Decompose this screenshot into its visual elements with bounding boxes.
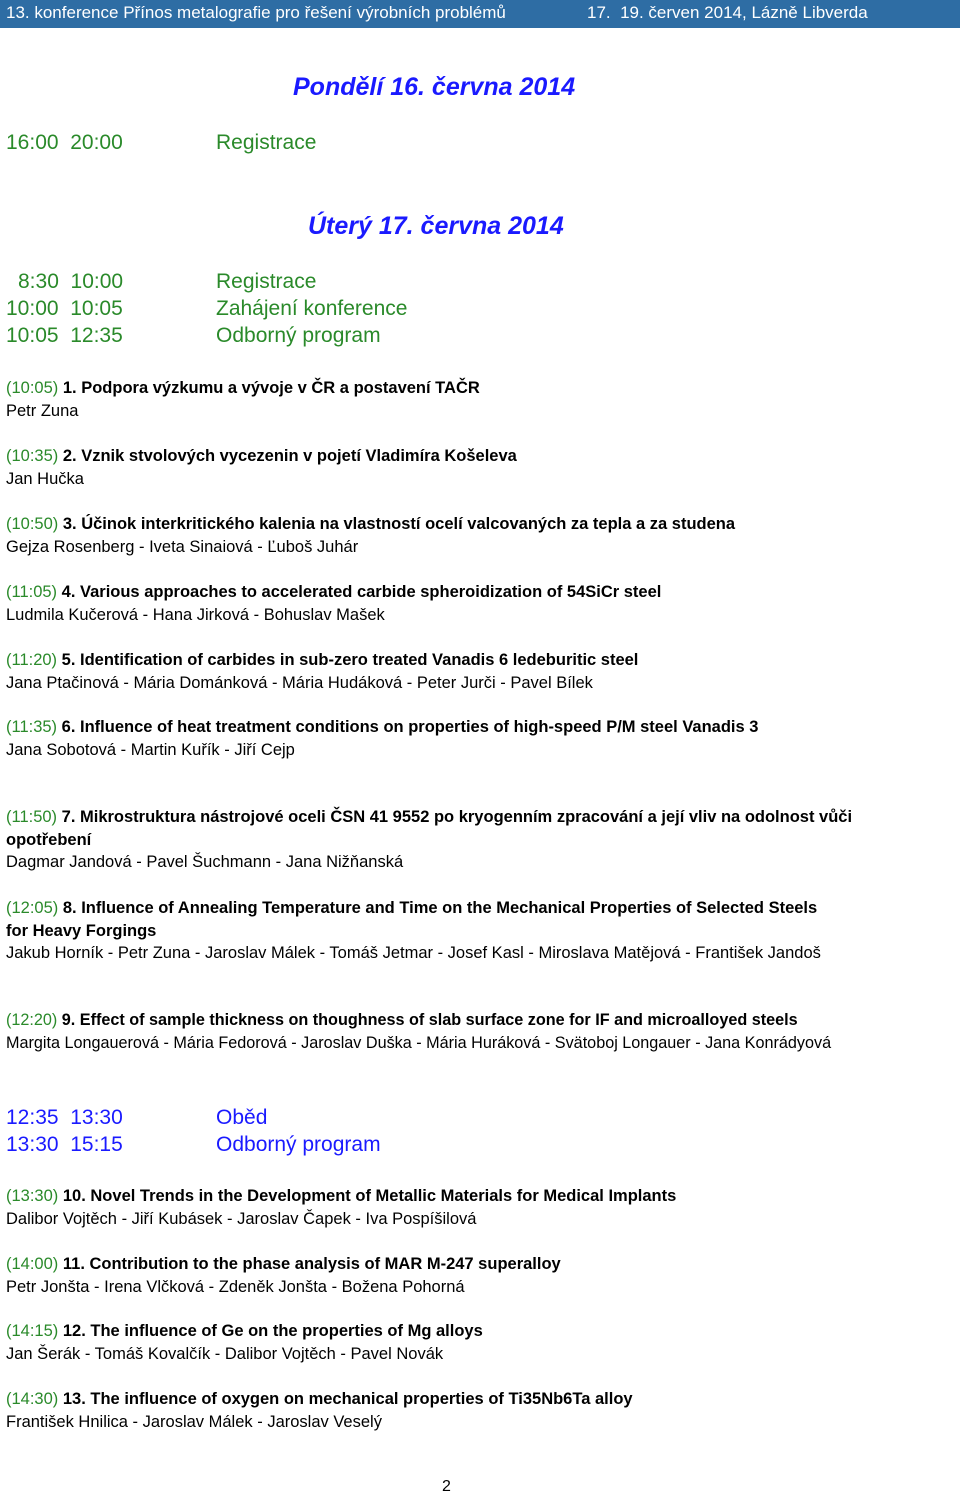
day-heading-tuesday: Úterý 17. června 2014 xyxy=(308,212,564,240)
talk-authors: Petr Zuna xyxy=(6,401,79,420)
talk-time: (14:00) xyxy=(6,1255,59,1273)
schedule-time: 16:00 20:00 xyxy=(6,131,123,154)
talk-authors: Jakub Horník - Petr Zuna - Jaroslav Málek - Tomáš Jetmar - Josef Kasl - Miroslava Matějová - František Jandoš xyxy=(6,944,821,962)
schedule-time: 10:00 10:05 xyxy=(6,297,123,320)
talk-time: (10:05) xyxy=(6,379,59,397)
schedule-row xyxy=(6,1131,946,1158)
talk-authors: Margita Longauerová - Mária Fedorová - Jaroslav Duška - Mária Huráková - Svätoboj Longauer - Jana Konrádyová xyxy=(6,1033,832,1052)
talk-item xyxy=(6,649,956,694)
schedule-time: 13:30 15:15 xyxy=(6,1133,123,1156)
schedule-row xyxy=(6,1104,946,1131)
schedule-row xyxy=(6,322,946,349)
talk-title: 11. Contribution to the phase analysis of MAR M-247 superalloy xyxy=(62,1255,561,1273)
talk-title: 4. Various approaches to accelerated carbide spheroidization of 54SiCr steel xyxy=(61,583,662,601)
day-heading-monday: Pondělí 16. června 2014 xyxy=(293,73,576,101)
talk-title: 3. Účinok interkritického kalenia na vlastností ocelí valcovaných za tepla a za studena xyxy=(62,515,736,533)
talk-authors: Petr Jonšta - Irena Vlčková - Zdeněk Jonšta - Božena Pohorná xyxy=(6,1277,465,1296)
schedule-activity: Oběd xyxy=(216,1106,268,1129)
talk-item xyxy=(6,716,806,761)
talk-time: (11:35) xyxy=(6,718,58,736)
schedule-activity: Registrace xyxy=(216,131,317,154)
talk-authors: Dalibor Vojtěch - Jiří Kubásek - Jaroslav Čapek - Iva Pospíšilová xyxy=(6,1209,477,1228)
talk-title: 5. Identification of carbides in sub-zero treated Vanadis 6 ledeburitic steel xyxy=(61,651,639,669)
talk-item xyxy=(6,1388,956,1433)
schedule-activity: Odborný program xyxy=(216,324,381,347)
talk-item xyxy=(6,897,836,965)
schedule-row xyxy=(6,268,946,295)
talk-authors: Ludmila Kučerová - Hana Jirková - Bohuslav Mašek xyxy=(6,605,385,624)
talk-time: (11:05) xyxy=(6,583,58,601)
talk-time: (13:30) xyxy=(6,1187,59,1205)
talk-title: 8. Influence of Annealing Temperature and Time on the Mechanical Properties of Selected Steels for Heavy Forgings xyxy=(6,899,818,940)
schedule-tuesday xyxy=(6,268,946,349)
schedule-time: 8:30 10:00 xyxy=(18,270,124,293)
conference-title: 13. konference Přínos metalografie pro řešení výrobních problémů xyxy=(6,3,506,22)
talk-authors: Jan Hučka xyxy=(6,469,84,488)
page-number: 2 xyxy=(442,1478,451,1495)
schedule-row xyxy=(6,129,946,156)
talk-item xyxy=(6,1320,956,1365)
talk-time: (11:50) xyxy=(6,808,58,826)
talk-item xyxy=(6,445,956,490)
schedule-activity: Registrace xyxy=(216,270,317,293)
talk-title: 2. Vznik stvolových vycezenin v pojetí Vladimíra Košeleva xyxy=(62,447,517,465)
talk-time: (12:20) xyxy=(6,1011,58,1029)
talk-authors: Dagmar Jandová - Pavel Šuchmann - Jana Nižňanská xyxy=(6,853,404,871)
talk-title: 10. Novel Trends in the Development of Metallic Materials for Medical Implants xyxy=(62,1187,677,1205)
schedule-activity: Odborný program xyxy=(216,1133,381,1156)
schedule-midday xyxy=(6,1104,946,1158)
schedule-activity: Zahájení konference xyxy=(216,297,408,320)
talk-authors: František Hnilica - Jaroslav Málek - Jaroslav Veselý xyxy=(6,1412,382,1431)
talk-time: (11:20) xyxy=(6,651,58,669)
talk-title: 1. Podpora výzkumu a vývoje v ČR a postavení TAČR xyxy=(62,379,480,397)
talk-title: 6. Influence of heat treatment conditions on properties of high-speed P/M steel Vanadis 3 xyxy=(61,718,759,736)
schedule-time: 10:05 12:35 xyxy=(6,324,123,347)
talk-authors: Jan Šerák - Tomáš Kovalčík - Dalibor Vojtěch - Pavel Novák xyxy=(6,1344,444,1363)
talk-item xyxy=(6,513,956,558)
talk-item xyxy=(6,377,956,422)
talk-time: (12:05) xyxy=(6,899,59,917)
schedule-time: 12:35 13:30 xyxy=(6,1106,123,1129)
talk-item xyxy=(6,1009,956,1054)
talk-title: 7. Mikrostruktura nástrojové oceli ČSN 41 9552 po kryogenním zpracování a její vliv na odolnost vůči opotřebení xyxy=(6,808,853,849)
schedule-row xyxy=(6,295,946,322)
talk-authors: Gejza Rosenberg - Iveta Sinaiová - Ľuboš Juhár xyxy=(6,537,359,556)
page-header xyxy=(0,0,960,28)
talk-item xyxy=(6,1185,956,1230)
talk-item xyxy=(6,806,886,874)
talk-title: 13. The influence of oxygen on mechanical properties of Ti35Nb6Ta alloy xyxy=(62,1390,633,1408)
talk-authors: Jana Ptačinová - Mária Dománková - Mária Hudáková - Peter Jurči - Pavel Bílek xyxy=(6,673,593,692)
talk-title: 9. Effect of sample thickness on thoughness of slab surface zone for IF and microalloyed steels xyxy=(61,1011,798,1029)
talk-time: (10:50) xyxy=(6,515,59,533)
talk-authors: Jana Sobotová - Martin Kuřík - Jiří Cejp xyxy=(6,740,295,759)
conference-dates: 17. 19. červen 2014, Lázně Libverda xyxy=(587,3,868,22)
talk-title: 12. The influence of Ge on the properties of Mg alloys xyxy=(62,1322,483,1340)
schedule-monday xyxy=(6,129,946,156)
talk-item xyxy=(6,1253,956,1298)
talk-time: (14:30) xyxy=(6,1390,59,1408)
talk-time: (10:35) xyxy=(6,447,59,465)
talk-time: (14:15) xyxy=(6,1322,59,1340)
talk-item xyxy=(6,581,956,626)
